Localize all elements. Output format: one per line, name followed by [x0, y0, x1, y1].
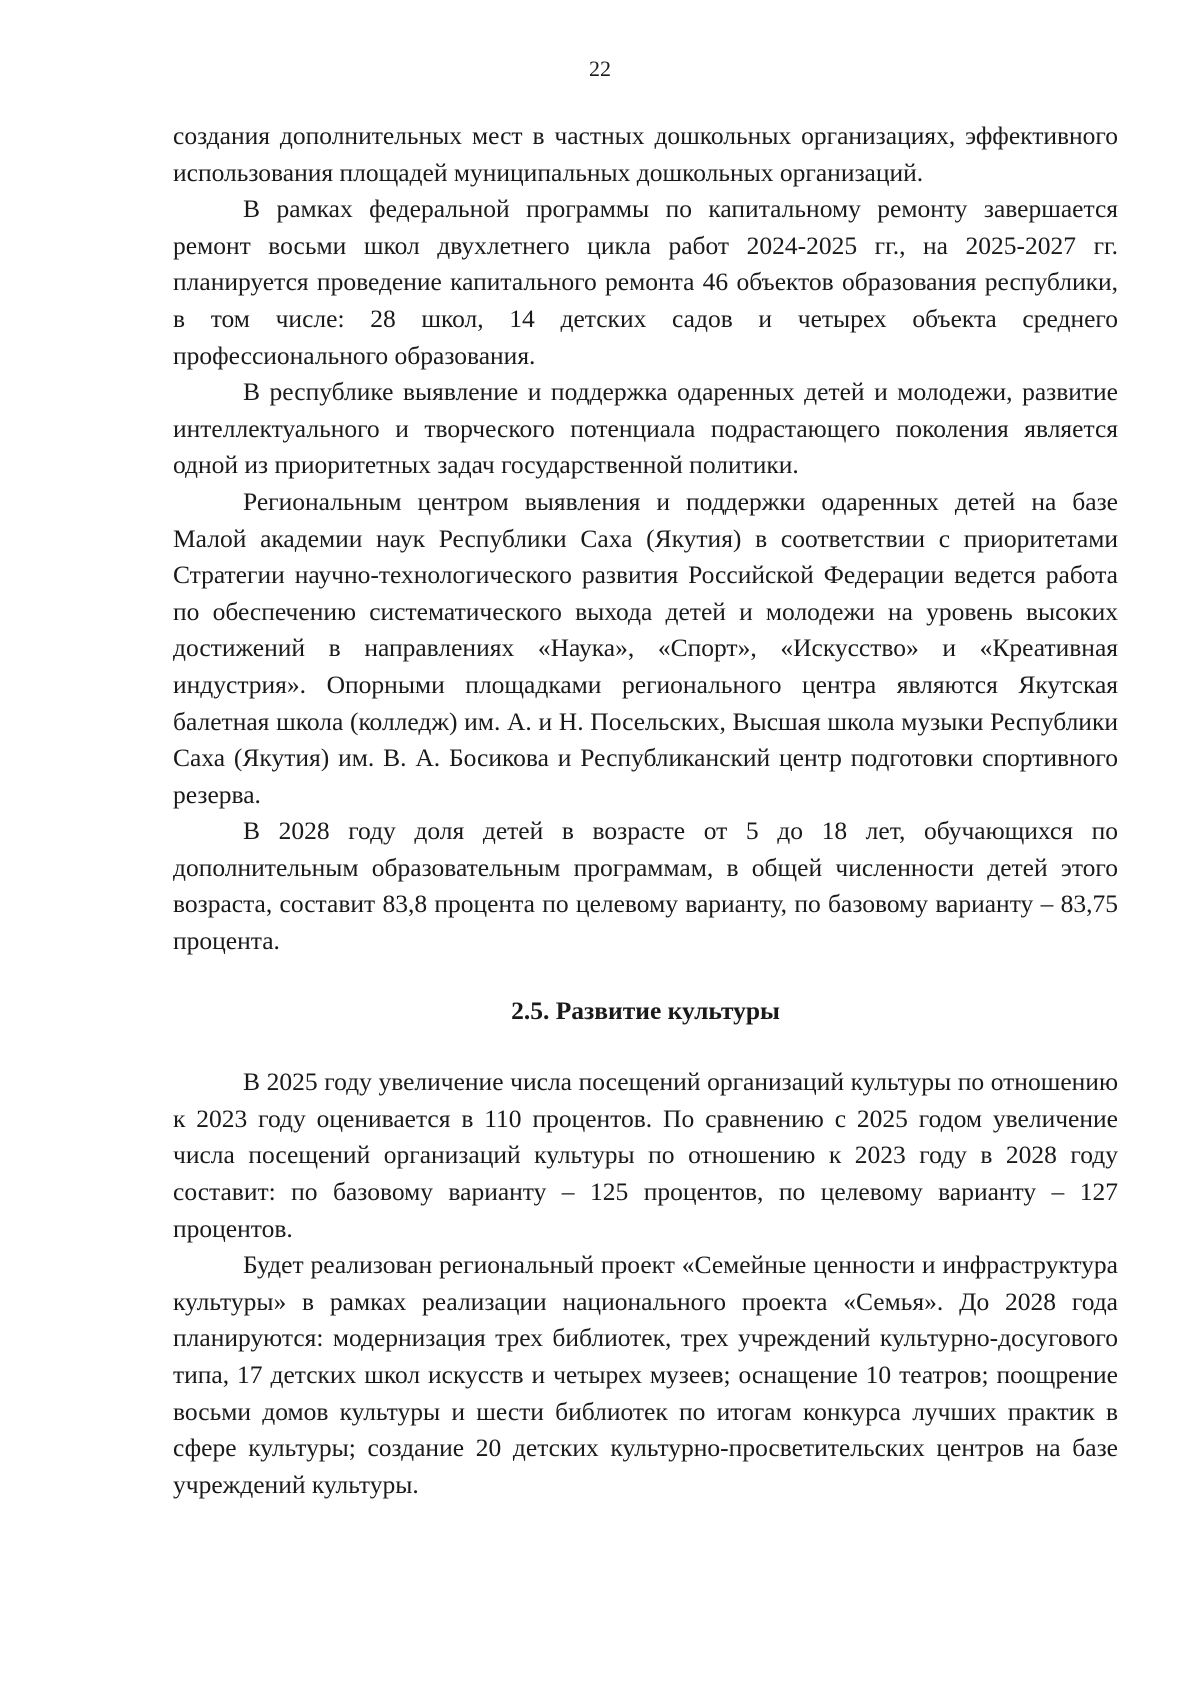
section-heading: 2.5. Развитие культуры — [511, 995, 780, 1025]
document-body — [173, 118, 1118, 1503]
paragraph-additional-education: В 2028 году доля детей в возрасте от 5 до 18 лет, обучающихся по дополнительным образовательным программам, в общей численности детей этого возраста, составит 83,8 процента по целевому варианту, по базовому варианту – 83,75 процента. — [173, 816, 1118, 956]
paragraph-regional-center: Региональным центром выявления и поддержки одаренных детей на базе Малой академии наук Республики Саха (Якутия) в соответствии с приоритетами Стратегии научно-технологического развития Российской Федерации ведется работа по обеспечению систематического выхода детей и молодежи на уровень высоких достижений в направлениях «Наука», «Спорт», «Искусство» и «Креативная индустрия». Опорными площадками регионального центра являются Якутская балетная школа (колледж) им. А. и Н. Посельских, Высшая школа музыки Республики Саха (Якутия) им. В. А. Босикова и Республиканский центр подготовки спортивного резерва. — [173, 486, 1118, 809]
page-number: 22 — [589, 56, 611, 81]
paragraph-culture-visits: В 2025 году увеличение числа посещений организаций культуры по отношению к 2023 году оценивается в 110 процентов. По сравнению с 2025 годом увеличение числа посещений организаций культуры по отношению к 2023 году в 2028 году составит: по базовому варианту – 125 процентов, по целевому варианту – 127 процентов. — [173, 1067, 1118, 1243]
paragraph-continuation: создания дополнительных мест в частных дошкольных организациях, эффективного использования площадей муниципальных дошкольных организаций. — [173, 121, 1118, 187]
paragraph-regional-project: Будет реализован региональный проект «Семейные ценности и инфраструктура культуры» в рамках реализации национального проекта «Семья». До 2028 года планируются: модернизация трех библиотек, трех учреждений культурно-досугового типа, 17 детских школ искусств и четырех музеев; оснащение 10 театров; поощрение восьми домов культуры и шести библиотек по итогам конкурса лучших практик в сфере культуры; создание 20 детских культурно-просветительских центров на базе учреждений культуры. — [173, 1250, 1118, 1499]
paragraph-capital-repair: В рамках федеральной программы по капитальному ремонту завершается ремонт восьми школ двухлетнего цикла работ 2024-2025 гг., на 2025-2027 гг. планируется проведение капитального ремонта 46 объектов образования республики, в том числе: 28 школ, 14 детских садов и четырех объекта среднего профессионального образования. — [173, 194, 1118, 370]
paragraph-gifted-children: В республике выявление и поддержка одаренных детей и молодежи, развитие интеллектуального и творческого потенциала подрастающего поколения является одной из приоритетных задач государственной политики. — [173, 377, 1118, 480]
